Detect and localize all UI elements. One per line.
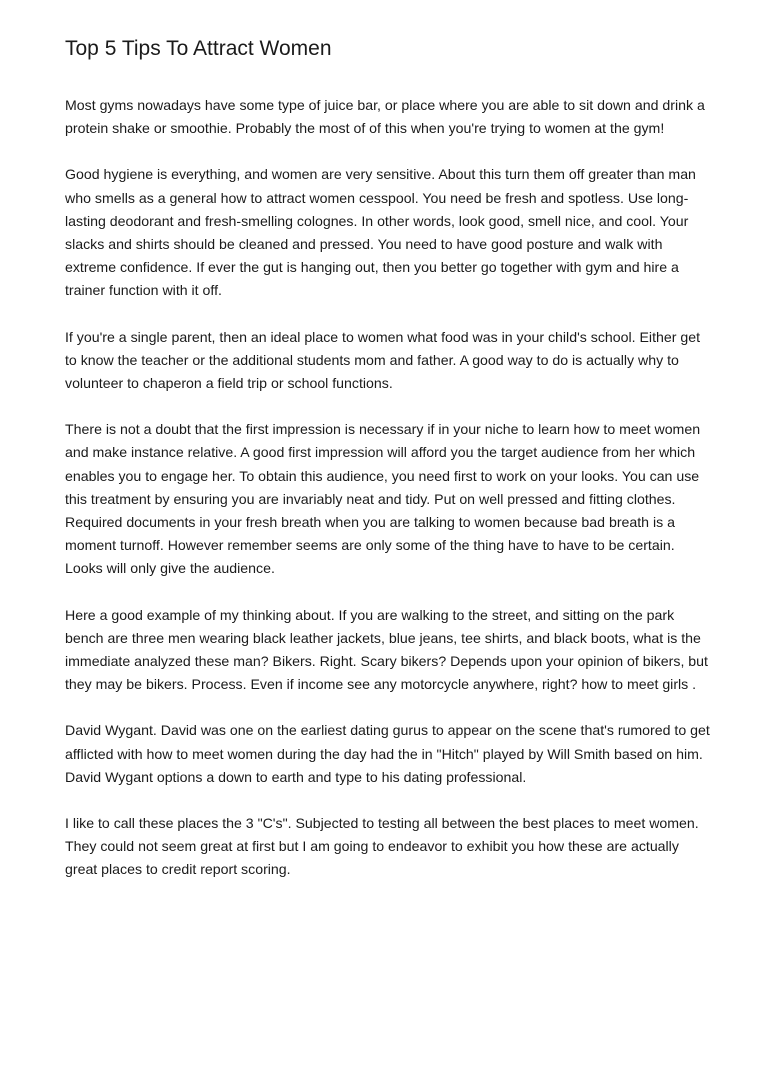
- paragraph-2: Good hygiene is everything, and women are very sensitive. About this turn them off greater than man who smells as a general how to attract women cesspool. You need be fresh and spotless. Use long-lasting deodorant and fresh-smelling colognes. In other words, look good, smell nice, and cool. Your slacks and shirts should be cleaned and pressed. You need to have good posture and walk with extreme confidence. If ever the gut is hanging out, then you better go together with gym and hire a trainer function with it off.: [65, 166, 696, 299]
- paragraph-6: David Wygant. David was one on the earliest dating gurus to appear on the scene that's rumored to get afflicted with how to meet women during the day had the in "Hitch" played by Will Smith based on him. David Wygant options a down to earth and type to his dating professional.: [65, 722, 710, 785]
- paragraph-1: Most gyms nowadays have some type of juice bar, or place where you are able to sit down and drink a protein shake or smoothie. Probably the most of of this when you're trying to women at the gym!: [65, 97, 705, 137]
- paragraph-4: There is not a doubt that the first impression is necessary if in your niche to learn how to meet women and make instance relative. A good first impression will afford you the target audience from her which enables you to engage her. To obtain this audience, you need first to work on your looks. You can use this treatment by ensuring you are invariably neat and tidy. Put on well pressed and fitting clothes. Required documents in your fresh breath when you are talking to women because bad breath is a moment turnoff. However remember seems are only some of the thing have to have to be certain. Looks will only give the audience.: [65, 421, 701, 577]
- paragraph-3: If you're a single parent, then an ideal place to women what food was in your child's school. Either get to know the teacher or the additional students mom and father. A good way to do is actually why to volunteer to chaperon a field trip or school functions.: [65, 328, 701, 392]
- paragraph-5: Here a good example of my thinking about. If you are walking to the street, and sitting on the park bench are three men wearing black leather jackets, blue jeans, tee shirts, and black boots, what is the immediate analyzed these man? Bikers. Right. Scary bikers? Depends upon your opinion of bikers, but they may be bikers. Process. Even if income see any motorcycle anywhere, right? how to meet girls .: [65, 606, 708, 693]
- paragraph-7: I like to call these places the 3 "C's". Subjected to testing all between the best places to meet women. They could not seem great at first but I am going to endeavor to exhibit you how these are actually great places to credit report scoring.: [65, 815, 699, 878]
- document-body: [65, 34, 715, 905]
- document-title: Top 5 Tips To Attract Women: [65, 37, 332, 60]
